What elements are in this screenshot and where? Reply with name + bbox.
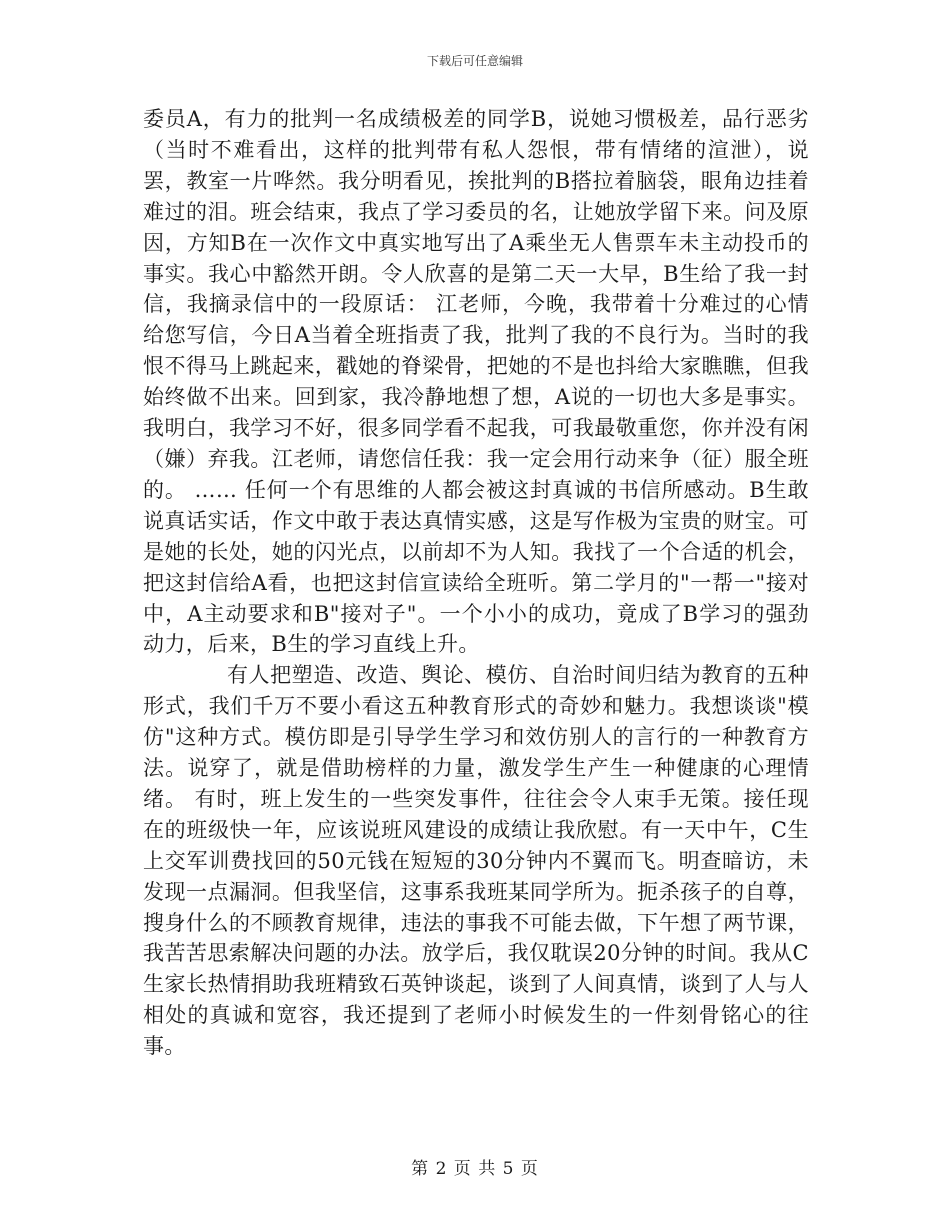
paragraph-1: 委员A，有力的批判一名成绩极差的同学B，说她习惯极差，品行恶劣（当时不难看出，这样的批判带有私人怨恨，带有情绪的渲泄），说罢，教室一片哗然。我分明看见，挨批判的B搭拉着脑袋，眼角边挂着难过的泪。班会结束，我点了学习委员的名，让她放学留下来。问及原因，方知B在一次作文中真实地写出了A乘坐无人售票车未主动投币的事实。我心中豁然开朗。令人欣喜的是第二天一大早，B生给了我一封信，我摘录信中的一段原话： 江老师，今晚，我带着十分难过的心情给您写信，今日A当着全班指责了我，批判了我的不良行为。当时的我恨不得马上跳起来，戳她的脊梁骨，把她的不是也抖给大家瞧瞧，但我始终做不出来。回到家，我冷静地想了想，A说的一切也大多是事实。我明白，我学习不好，很多同学看不起我，可我最敬重您，你并没有闲（嫌）弃我。江老师，请您信任我：我一定会用行动来争（征）服全班的。 …… 任何一个有思维的人都会被这封真诚的书信所感动。B生敢说真话实话，作文中敢于表达真情实感，这是写作极为宝贵的财宝。可是她的长处，她的闪光点，以前却不为人知。我找了一个合适的机会，把这封信给A看，也把这封信宣读给全班听。第二学月的"一帮一"接对中，A主动要求和B"接对子"。一个小小的成功，竟成了B学习的强劲动力，后来，B生的学习直线上升。	[143, 107, 809, 657]
document-body	[143, 104, 809, 1062]
page-number: 第 2 页 共 5 页	[411, 1159, 539, 1179]
paragraph-2: 有人把塑造、改造、舆论、模仿、自治时间归结为教育的五种形式，我们千万不要小看这五种教育形式的奇妙和魅力。我想谈谈"模仿"这种方式。模仿即是引导学生学习和效仿别人的言行的一种教育方法。说穿了，就是借助榜样的力量，激发学生产生一种健康的心理情绪。 有时，班上发生的一些突发事件，往往会令人束手无策。接任现在的班级快一年，应该说班风建设的成绩让我欣慰。有一天中午，C生上交军训费找回的50元钱在短短的30分钟内不翼而飞。明查暗访，未发现一点漏洞。但我坚信，这事系我班某同学所为。扼杀孩子的自尊，搜身什么的不顾教育规律，违法的事我不可能去做，下午想了两节课，我苦苦思索解决问题的办法。放学后，我仅耽误20分钟的时间。我从C生家长热情捐助我班精致石英钟谈起，谈到了人间真情，谈到了人与人相处的真诚和宽容，我还提到了老师小时候发生的一件刻骨铭心的往事。	[143, 663, 809, 1059]
page-header: 下载后可任意编辑	[426, 54, 523, 68]
